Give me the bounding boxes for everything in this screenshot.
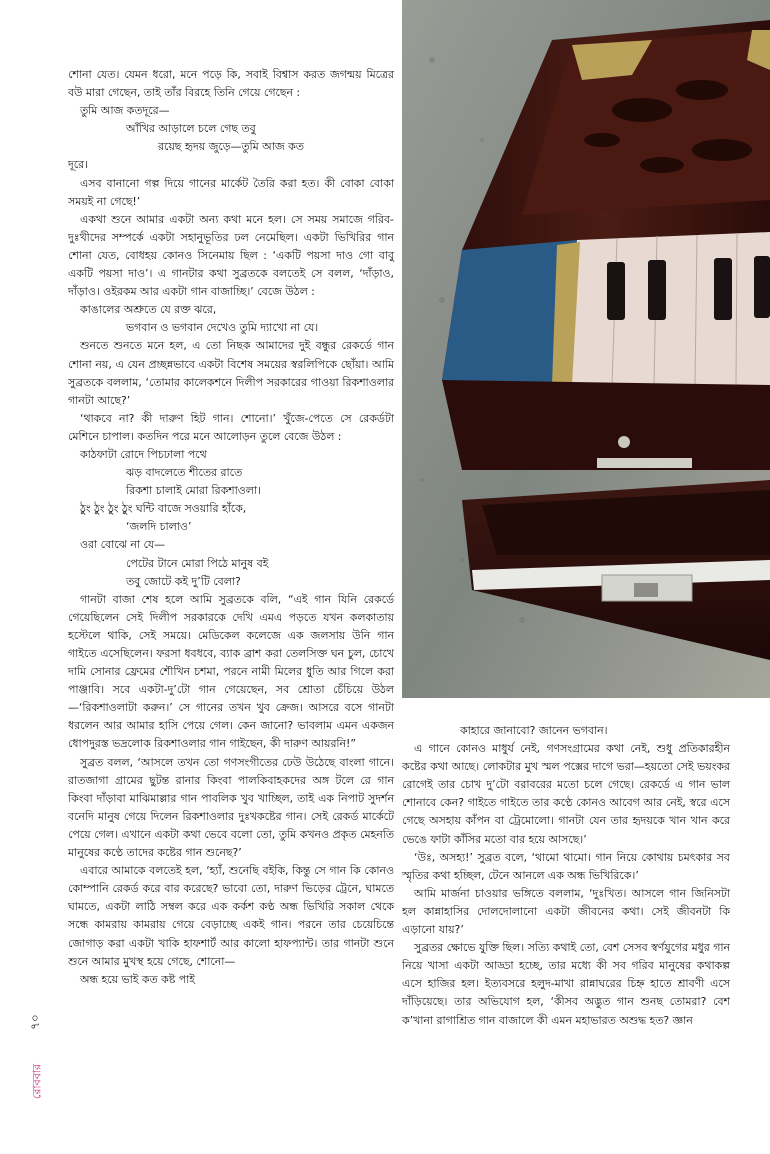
paragraph: দূরে। — [68, 158, 88, 172]
article-left-column — [68, 66, 394, 989]
verse-line: ঠুং ঠুং ঠুং ঠুং ঘন্টি বাজে সওয়ারি হাঁকে, — [80, 502, 247, 516]
article-right-column — [402, 722, 730, 1030]
paragraph: এ গানে কোনও মাধুর্য নেই, গণসংগ্রামের কথা নেই, শুধু প্রতিকারহীন কষ্টের কথা আছে। লোকটার মুখ স্মল পক্সের দাগে ভরা—হয়তো সেই ভয়ংকর রোগেই তার চোখ দু’টো বরাবরের মতো চলে গেছে। রেকর্ডে এ গান ভাল শোনাবে কেন? গাইতে গাইতে তার কণ্ঠে কোনও আবেগ আর নেই, স্বরে এসে গেছে অসহায় কাঁপন বা ট্রেমোলো। গানটা যেন তার হৃদয়কে খান খান করে ভেঙে ফাটা কাঁসির মতো বার হয়ে আসছে।’ — [402, 742, 730, 846]
verse-line: ঝড় বাদলেতে শীতের রাতে — [126, 466, 243, 480]
paragraph: ‘থাকবে না? কী দারুণ হিট গান। শোনো।’ খুঁজে-পেতে সে রেকর্ডটা মেশিনে চাপাল। কতদিন পরে মনে আলোড়ন তুলে বেজে উঠল : — [68, 411, 394, 443]
verse-line: অন্ধ হয়ে ভাই কত কষ্ট পাই — [80, 972, 195, 986]
verse-line: আঁখির আড়ালে চলে গেছ তবু — [126, 122, 256, 136]
verse-line: পেটের টানে মোরা পিঠে মানুষ বই — [126, 556, 269, 570]
verse-line: ‘জলদি চালাও’ — [126, 520, 192, 534]
harmonium-photo — [402, 0, 770, 698]
paragraph: এবারে আমাকে বলতেই হল, ‘হ্যাঁ, শুনেছি বইকি, কিন্তু সে গান কি কোনও কোম্পানি রেকর্ড করে বার করেছে? ভাবো তো, দারুণ ভিড়ের ট্রেনে, ঘামতে ঘামতে, একটা লাঠি সম্বল করে এক কর্কশ কণ্ঠ অন্ধ ভিখিরি সকাল থেকে সন্ধে কামরায় কামরায় গেয়ে বেড়াচ্ছে একই গান। পরনে তার চেয়েচিন্তে জোগাড় করা একটা খাকি হাফশার্ট আর কালো হাফপ্যান্ট। তার গানটা শুনে শুনে আমার মুখস্থ হয়ে গেছে, শোনো— — [68, 864, 394, 968]
paragraph: আমি মার্জনা চাওয়ার ভঙ্গিতে বললাম, ‘দুঃখিত। আসলে গান জিনিসটা হল কান্নাহাসির দোলদোলানো একটা জীবনের কথা। সেই জীবনটা কি এড়ানো যায়?’ — [402, 886, 730, 937]
verse-line: তবু জোটে কই দু’টি বেলা? — [126, 574, 241, 588]
page-folio — [26, 1012, 48, 1122]
paragraph: গানটা বাজা শেষ হলে আমি সুব্রতকে বলি, “এই গান যিনি রেকর্ডে গেয়েছিলেন সেই দিলীপ সরকারকে দেখি এমএ পড়তে যখন কলকাতায় হস্টেলে থাকি, সেই সময়ে। মেডিকেল কলেজে এক জলসায় উনি গান গাইতে এসেছিলেন। ফরসা ধবধবে, ব্যাক ব্রাশ করা তেলসিক্ত ঘন চুল, চোখে দামি সোনার ফ্রেমের শৌখিন চশমা, পরনে নামী মিলের ধুতি আর গিলে করা পাঞ্জাবি। সবে একটা-দু’টো গান গেয়েছেন, সব শ্রোতা চেঁচিয়ে উঠল—‘রিকশাওলাটা করুন।’ সে গানের তখন খুব ক্রেজ। আসরে বসে গানটা ধরলেন আর আমার হাসি পেয়ে গেল। কেন জানো? ভাবলাম এমন একজন ধোপদুরস্ত ভদ্রলোক রিকশাওলার গান গাইছেন, কী দারুণ আয়রনি!” — [68, 592, 394, 751]
verse-line: কাঙালের অশ্রুতে যে রক্ত ঝরে, — [80, 303, 217, 317]
paragraph: একথা শুনে আমার একটা অন্য কথা মনে হল। সে সময় সমাজে গরিব-দুঃখীদের সম্পর্কে একটা সহানুভূতির ঢল নেমেছিল। একটা ভিখিরির গান শোনা যেত, বোধহয় কোনও সিনেমায় ছিল : ‘একটি পয়সা দাও গো বাবু একটি পয়সা দাও’। এ গানটার কথা সুব্রতকে বলতেই সে বলল, ‘দাঁড়াও, দাঁড়াও। ওইরকম আর একটা গান বাজাচ্ছি।’ বেজে উঠল : — [68, 212, 394, 299]
paragraph: সুব্রতর ক্ষোভে যুক্তি ছিল। সত্যি কথাই তো, বেশ সেসব স্বর্ণযুগের মধুর গান নিয়ে খাসা একটা আড্ডা হচ্ছে, তার মধ্যে কী সব গরিব মানুষের কথাকল্প এসে হাজির হল। ইত্যবসরে হলুদ-মাখা রান্নাঘরের চিহ্ন হাতে শ্রাবণী এসে দাঁড়িয়েছে। তার অভিযোগ হল, ‘কীসব অদ্ভুত গান শুনছ তোমরা? বেশ ক’খানা রাগাশ্রিত গান বাজালে কী এমন মহাভারত অশুদ্ধ হত? জ্ঞান — [402, 941, 730, 1027]
page-number: ৭০ — [28, 1014, 42, 1030]
magazine-name: রোববার — [30, 1063, 44, 1100]
paragraph: শোনা যেত। যেমন ধরো, মনে পড়ে কি, সবাই বিশ্বাস করত জগন্ময় মিত্রের বউ মারা গেছেন, তাই তাঁর বিরহে তিনি গেয়ে গেছেন : — [68, 68, 394, 100]
verse-line: রিকশা চালাই মোরা রিকশাওলা। — [126, 484, 261, 498]
verse-line: কাঠফাটা রোদে পিচঢালা পথে — [80, 447, 207, 461]
verse-line: রয়েছ হৃদয় জুড়ে—তুমি আজ কত — [158, 140, 304, 154]
verse-line: ওরা বোঝে না যে— — [80, 538, 166, 552]
paragraph: ‘উঃ, অসহ্য!’ সুব্রত বলে, ‘থামো থামো। গান নিয়ে কোথায় চমৎকার সব স্মৃতির কথা হচ্ছিল, টেনে আনলে এক অন্ধ ভিখিরিকে।’ — [402, 850, 730, 882]
verse-line: ভগবান ও ভগবান দেখেও তুমি দ্যাখো না যে। — [126, 321, 319, 335]
verse-line: তুমি আজ কতদূরে— — [80, 104, 170, 118]
paragraph: সুব্রত বলল, ‘আসলে তখন তো গণসংগীতের ঢেউ উঠেছে বাংলা গানে। রাতজাগা গ্রামের ছুটন্ত রানার কিংবা পালকিবাহকদের অঙ্গ টলে রে গান কিংবা দাঁড়াবা মাঝিমাল্লার গান পাবলিক খুব খাচ্ছিল, তাই এক নিপাট সুদর্শন বনেদি মানুষ গেয়ে দিলেন রিকশাওলার দুঃখকষ্টের গান। সেই রেকর্ড মার্কেটে পেয়ে গেল। এখানে একটা কথা ভেবে বলো তো, তুমি কখনও প্রকৃত মেহনতি মানুষের কণ্ঠে তাদের কষ্টের গান শুনেছ?’ — [68, 755, 394, 860]
paragraph: শুনতে শুনতে মনে হল, এ তো নিছক আমাদের দুই বন্ধুর রেকর্ডে গান শোনা নয়, এ যেন প্রচ্ছন্নভাবে একটা বিশেষ সময়ের স্বরলিপিকে ছোঁয়া। আমি সুব্রতকে বললাম, ‘তোমার কালেকশনে দিলীপ সরকারের গাওয়া রিকশাওলার গানটা আছে?’ — [68, 339, 394, 407]
paragraph: এসব বানানো গল্প দিয়ে গানের মার্কেট তৈরি করা হত। কী বোকা বোকা সময়ই না গেছে!’ — [68, 176, 394, 208]
verse-line: কাহারে জানাবো? জানেন ভগবান। — [460, 724, 608, 737]
